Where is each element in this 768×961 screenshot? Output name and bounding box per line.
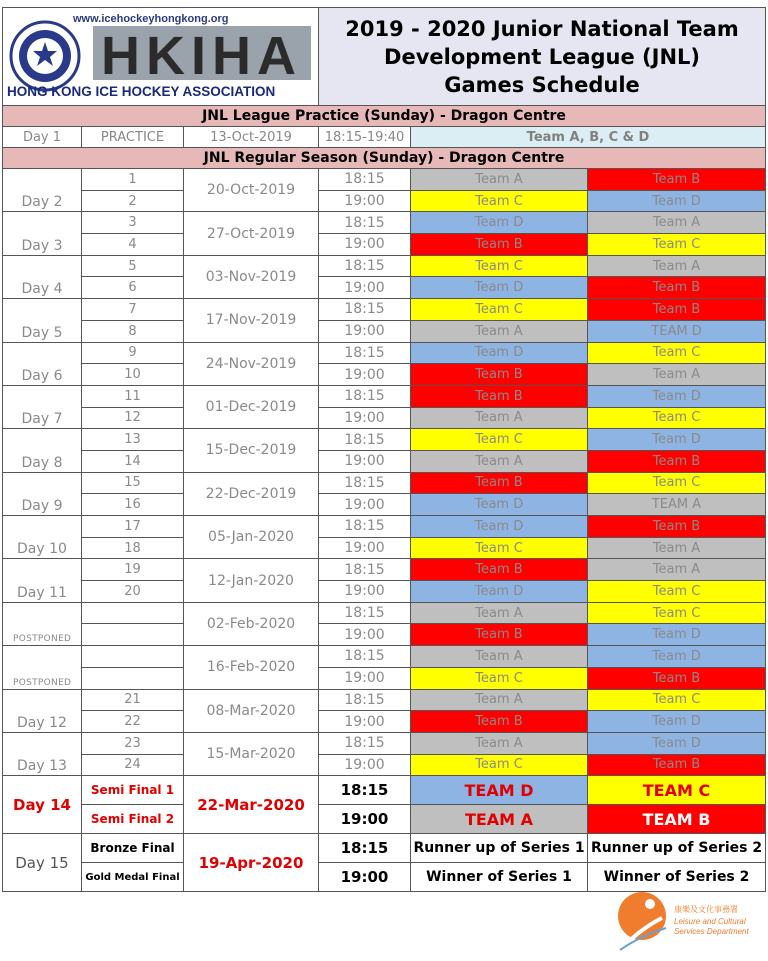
game-date: 16-Feb-2020 xyxy=(184,646,319,689)
day-cell xyxy=(3,255,82,298)
final-row xyxy=(3,834,766,863)
practice-game: PRACTICE xyxy=(82,127,184,148)
day-cell xyxy=(3,689,82,732)
game-number: 20 xyxy=(82,581,184,603)
home-team: Team C xyxy=(411,190,588,212)
game-time: 18:15 xyxy=(319,342,411,364)
semifinal-row xyxy=(3,776,766,805)
day-cell xyxy=(3,646,82,689)
home-team: Team C xyxy=(411,255,588,277)
home-team: Team B xyxy=(411,385,588,407)
day-cell xyxy=(3,212,82,255)
game-time: 18:15 xyxy=(319,646,411,668)
final-home-team: Runner up of Series 1 xyxy=(411,834,588,863)
away-team: Team D xyxy=(588,646,766,668)
home-team: Team C xyxy=(411,537,588,559)
away-team: TEAM A xyxy=(588,494,766,516)
away-team: Team D xyxy=(588,429,766,451)
game-number: 8 xyxy=(82,320,184,342)
game-row xyxy=(3,516,766,538)
game-row xyxy=(3,234,766,256)
game-row xyxy=(3,754,766,776)
day-label: POSTPONED xyxy=(13,677,72,688)
away-team: Team B xyxy=(588,667,766,689)
day-label: Day 11 xyxy=(17,584,67,601)
game-row xyxy=(3,364,766,386)
hkiha-logo-banner xyxy=(3,8,319,106)
game-number: 11 xyxy=(82,385,184,407)
home-team: Team C xyxy=(411,667,588,689)
game-number: 12 xyxy=(82,407,184,429)
game-date: 27-Oct-2019 xyxy=(184,212,319,255)
schedule-table xyxy=(2,7,766,892)
home-team: Team A xyxy=(411,646,588,668)
game-row xyxy=(3,212,766,234)
game-time: 19:00 xyxy=(319,234,411,256)
game-row xyxy=(3,711,766,733)
title-line-3: Games Schedule xyxy=(444,72,640,97)
day-cell xyxy=(3,559,82,602)
final-label: Bronze Final xyxy=(82,834,184,863)
game-number xyxy=(82,624,184,646)
game-date: 12-Jan-2020 xyxy=(184,559,319,602)
away-team: Team B xyxy=(588,277,766,299)
final-away-team: Runner up of Series 2 xyxy=(588,834,766,863)
day-cell xyxy=(3,472,82,515)
away-team: TEAM D xyxy=(588,320,766,342)
practice-day: Day 1 xyxy=(3,127,82,148)
game-number: 16 xyxy=(82,494,184,516)
semifinal-home-team: TEAM D xyxy=(411,776,588,805)
game-row xyxy=(3,320,766,342)
game-time: 19:00 xyxy=(319,537,411,559)
game-number: 19 xyxy=(82,559,184,581)
away-team: Team C xyxy=(588,689,766,711)
semifinal-row xyxy=(3,805,766,834)
game-time: 18:15 xyxy=(319,559,411,581)
game-row xyxy=(3,385,766,407)
day-label: Day 5 xyxy=(21,324,63,341)
game-row xyxy=(3,299,766,321)
away-team: Team B xyxy=(588,299,766,321)
away-team: Team C xyxy=(588,472,766,494)
away-team: Team C xyxy=(588,581,766,603)
game-number: 23 xyxy=(82,732,184,754)
association-name: HONG KONG ICE HOCKEY ASSOCIATION xyxy=(7,84,276,99)
away-team: Team A xyxy=(588,559,766,581)
section-practice-header: JNL League Practice (Sunday) - Dragon Centre xyxy=(3,106,766,127)
final-home-team: Winner of Series 1 xyxy=(411,863,588,892)
game-row xyxy=(3,689,766,711)
semifinal-away-team: TEAM C xyxy=(588,776,766,805)
game-row xyxy=(3,169,766,191)
game-time: 19:00 xyxy=(319,190,411,212)
day-label: Day 9 xyxy=(21,498,63,514)
lcsd-logo xyxy=(612,888,762,954)
final-label: Gold Medal Final xyxy=(82,863,184,892)
day-label: Day 3 xyxy=(21,237,63,254)
semifinal-day: Day 14 xyxy=(3,776,82,834)
day-label: Day 4 xyxy=(21,281,63,298)
page-title xyxy=(319,8,766,106)
game-row xyxy=(3,190,766,212)
game-number: 24 xyxy=(82,754,184,776)
day-label: Day 10 xyxy=(17,541,67,558)
day-cell xyxy=(3,169,82,212)
game-row xyxy=(3,450,766,472)
website-text: www.icehockeyhongkong.org xyxy=(73,13,229,25)
semifinal-date: 22-Mar-2020 xyxy=(184,776,319,834)
game-time: 19:00 xyxy=(319,320,411,342)
game-number: 4 xyxy=(82,234,184,256)
game-date: 03-Nov-2019 xyxy=(184,255,319,298)
semifinal-time: 19:00 xyxy=(319,805,411,834)
game-number: 2 xyxy=(82,190,184,212)
game-date: 05-Jan-2020 xyxy=(184,516,319,559)
day-label: Day 13 xyxy=(17,758,67,775)
game-time: 19:00 xyxy=(319,754,411,776)
home-team: Team A xyxy=(411,689,588,711)
day-cell xyxy=(3,516,82,559)
home-team: Team C xyxy=(411,299,588,321)
game-row xyxy=(3,407,766,429)
away-team: Team B xyxy=(588,754,766,776)
game-number: 7 xyxy=(82,299,184,321)
game-row xyxy=(3,624,766,646)
game-time: 18:15 xyxy=(319,169,411,191)
game-row xyxy=(3,429,766,451)
away-team: Team D xyxy=(588,624,766,646)
game-row xyxy=(3,255,766,277)
home-team: Team D xyxy=(411,581,588,603)
home-team: Team B xyxy=(411,234,588,256)
home-team: Team A xyxy=(411,169,588,191)
game-row xyxy=(3,277,766,299)
day-label: Day 2 xyxy=(21,194,63,211)
game-number: 10 xyxy=(82,364,184,386)
away-team: Team B xyxy=(588,169,766,191)
game-time: 19:00 xyxy=(319,711,411,733)
section-regular-header: JNL Regular Season (Sunday) - Dragon Centre xyxy=(3,148,766,169)
semifinal-away-team: TEAM B xyxy=(588,805,766,834)
game-number xyxy=(82,646,184,668)
away-team: Team B xyxy=(588,516,766,538)
away-team: Team A xyxy=(588,537,766,559)
home-team: Team A xyxy=(411,450,588,472)
semifinal-label: Semi Final 1 xyxy=(82,776,184,805)
game-number: 18 xyxy=(82,537,184,559)
game-date: 17-Nov-2019 xyxy=(184,299,319,342)
game-number: 6 xyxy=(82,277,184,299)
day-label: Day 7 xyxy=(21,411,63,428)
game-time: 19:00 xyxy=(319,581,411,603)
logo-wordmark: HKIHA xyxy=(101,26,302,86)
day-label: POSTPONED xyxy=(13,634,72,645)
away-team: Team D xyxy=(588,190,766,212)
day-cell xyxy=(3,385,82,428)
game-time: 18:15 xyxy=(319,472,411,494)
home-team: Team D xyxy=(411,212,588,234)
game-time: 19:00 xyxy=(319,667,411,689)
day-cell xyxy=(3,602,82,645)
game-time: 18:15 xyxy=(319,255,411,277)
final-time: 19:00 xyxy=(319,863,411,892)
game-row xyxy=(3,472,766,494)
game-date: 02-Feb-2020 xyxy=(184,602,319,645)
away-team: Team D xyxy=(588,732,766,754)
hkiha-logo xyxy=(3,8,317,101)
home-team: Team A xyxy=(411,732,588,754)
lcsd-chinese-name: 康樂及文化事務署 xyxy=(674,905,738,914)
away-team: Team C xyxy=(588,602,766,624)
game-date: 22-Dec-2019 xyxy=(184,472,319,515)
away-team: Team A xyxy=(588,212,766,234)
title-line-2: Development League (JNL) xyxy=(384,44,700,69)
home-team: Team D xyxy=(411,494,588,516)
home-team: Team C xyxy=(411,754,588,776)
away-team: Team C xyxy=(588,234,766,256)
game-date: 15-Dec-2019 xyxy=(184,429,319,472)
away-team: Team B xyxy=(588,450,766,472)
game-number: 3 xyxy=(82,212,184,234)
final-date: 19-Apr-2020 xyxy=(184,834,319,892)
title-line-1: 2019 - 2020 Junior National Team xyxy=(345,16,739,41)
home-team: Team D xyxy=(411,516,588,538)
practice-teams: Team A, B, C & D xyxy=(411,127,766,148)
lcsd-name-line1: Leisure and Cultural xyxy=(674,917,746,926)
final-away-team: Winner of Series 2 xyxy=(588,863,766,892)
game-time: 19:00 xyxy=(319,624,411,646)
away-team: Team C xyxy=(588,407,766,429)
game-row xyxy=(3,342,766,364)
game-time: 19:00 xyxy=(319,494,411,516)
away-team: Team C xyxy=(588,342,766,364)
away-team: Team D xyxy=(588,385,766,407)
game-row xyxy=(3,646,766,668)
game-time: 18:15 xyxy=(319,385,411,407)
game-number xyxy=(82,667,184,689)
final-day: Day 15 xyxy=(3,834,82,892)
semifinal-label: Semi Final 2 xyxy=(82,805,184,834)
game-time: 18:15 xyxy=(319,429,411,451)
game-time: 18:15 xyxy=(319,516,411,538)
game-date: 08-Mar-2020 xyxy=(184,689,319,732)
game-time: 19:00 xyxy=(319,407,411,429)
game-row xyxy=(3,494,766,516)
semifinal-home-team: TEAM A xyxy=(411,805,588,834)
game-number: 5 xyxy=(82,255,184,277)
game-date: 01-Dec-2019 xyxy=(184,385,319,428)
home-team: Team D xyxy=(411,342,588,364)
practice-row xyxy=(3,127,766,148)
game-row xyxy=(3,559,766,581)
game-row xyxy=(3,667,766,689)
game-date: 24-Nov-2019 xyxy=(184,342,319,385)
game-date: 15-Mar-2020 xyxy=(184,732,319,775)
home-team: Team B xyxy=(411,711,588,733)
game-number: 21 xyxy=(82,689,184,711)
game-time: 19:00 xyxy=(319,364,411,386)
game-time: 18:15 xyxy=(319,212,411,234)
home-team: Team A xyxy=(411,407,588,429)
game-time: 18:15 xyxy=(319,602,411,624)
home-team: Team B xyxy=(411,624,588,646)
game-row xyxy=(3,537,766,559)
away-team: Team A xyxy=(588,364,766,386)
game-number: 9 xyxy=(82,342,184,364)
game-number: 14 xyxy=(82,450,184,472)
day-cell xyxy=(3,429,82,472)
game-time: 18:15 xyxy=(319,299,411,321)
game-time: 18:15 xyxy=(319,689,411,711)
lcsd-name-line2: Services Department xyxy=(674,927,749,936)
practice-time: 18:15-19:40 xyxy=(319,127,411,148)
day-label: Day 8 xyxy=(21,454,63,471)
game-number: 17 xyxy=(82,516,184,538)
game-time: 19:00 xyxy=(319,450,411,472)
away-team: Team D xyxy=(588,711,766,733)
game-number xyxy=(82,602,184,624)
home-team: Team C xyxy=(411,429,588,451)
day-cell xyxy=(3,342,82,385)
game-number: 13 xyxy=(82,429,184,451)
home-team: Team B xyxy=(411,472,588,494)
day-label: Day 12 xyxy=(17,714,67,731)
home-team: Team B xyxy=(411,559,588,581)
game-date: 20-Oct-2019 xyxy=(184,169,319,212)
game-row xyxy=(3,602,766,624)
game-number: 15 xyxy=(82,472,184,494)
semifinal-time: 18:15 xyxy=(319,776,411,805)
game-number: 1 xyxy=(82,169,184,191)
day-label: Day 6 xyxy=(21,367,63,384)
game-time: 19:00 xyxy=(319,277,411,299)
day-cell xyxy=(3,732,82,775)
day-cell xyxy=(3,299,82,342)
home-team: Team B xyxy=(411,364,588,386)
game-row xyxy=(3,732,766,754)
game-row xyxy=(3,581,766,603)
home-team: Team A xyxy=(411,320,588,342)
away-team: Team A xyxy=(588,255,766,277)
practice-date: 13-Oct-2019 xyxy=(184,127,319,148)
home-team: Team A xyxy=(411,602,588,624)
game-number: 22 xyxy=(82,711,184,733)
home-team: Team D xyxy=(411,277,588,299)
game-time: 18:15 xyxy=(319,732,411,754)
final-time: 18:15 xyxy=(319,834,411,863)
